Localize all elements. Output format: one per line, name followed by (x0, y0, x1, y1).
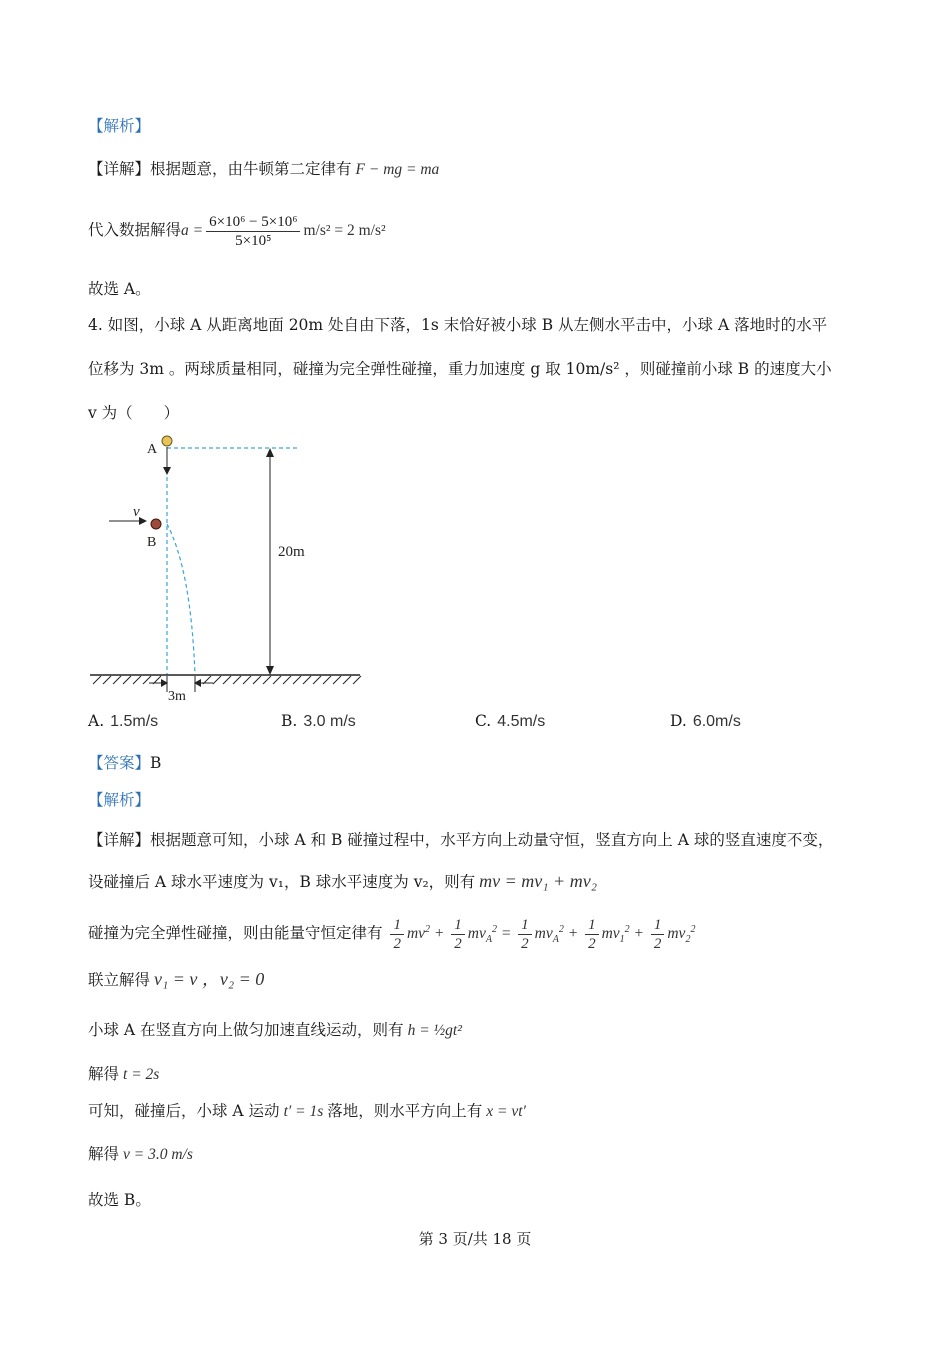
conclusion: 故选 B。 (88, 1191, 151, 1209)
detail-line-prev (88, 158, 439, 181)
answer-line (88, 752, 161, 774)
detail-tag: 【详解】 (88, 160, 151, 178)
solution-equation: v₁ = v ，v₂ = 0 (154, 969, 265, 989)
momentum-equation: mv = mv₁ + mv₂ (479, 871, 597, 891)
accel-denominator: 5×10⁵ (235, 232, 272, 249)
detail-text: 根据题意，由牛顿第二定律有 (150, 160, 352, 178)
option-a-letter: A. (88, 712, 105, 730)
detail-text-5: 小球 A 在竖直方向上做匀加速直线运动，则有 (88, 1021, 404, 1039)
height-arrow-bottom (266, 666, 274, 675)
time-after-collision: t′ = 1s (283, 1103, 324, 1120)
detail-text-4: 联立解得 (88, 971, 151, 989)
arrow-down-a-head (163, 467, 171, 475)
option-b-value: 3.0 m/s (303, 713, 356, 730)
option-b[interactable] (281, 712, 356, 731)
option-b-letter: B. (281, 712, 298, 730)
question-line-1: 4. 如图，小球 A 从距离地面 20m 处自由下落，1s 末恰好被小球 B 从左侧水平击中，小球 A 落地时的水平 (88, 316, 828, 334)
horizontal-equation: x = vt′ (486, 1103, 526, 1120)
accel-rhs: m/s² = 2 m/s² (303, 222, 386, 239)
detail-line-2 (88, 870, 597, 893)
kinematic-equation: h = ½gt² (407, 1022, 462, 1039)
ground-hatching (93, 676, 361, 684)
detail-text-7b: 落地，则水平方向上有 (327, 1102, 483, 1120)
conclusion-prev: 故选 A。 (88, 280, 151, 298)
detail-text-2: 设碰撞后 A 球水平速度为 v₁，B 球水平速度为 v₂，则有 (88, 873, 476, 891)
newton-equation: F − mg = ma (355, 161, 440, 178)
detail-line-8 (88, 1143, 193, 1166)
analysis-tag-prev: 【解析】 (88, 117, 151, 135)
option-a[interactable] (88, 712, 158, 731)
accel-numerator: 6×10⁶ − 5×10⁶ (206, 213, 300, 232)
option-d-letter: D. (670, 712, 687, 730)
ball-a (162, 436, 172, 446)
answer-value: B (150, 754, 162, 772)
option-c-letter: C. (475, 712, 492, 730)
collision-diagram (85, 430, 375, 705)
detail-line-4 (88, 968, 264, 991)
detail-text-6: 解得 (88, 1065, 120, 1083)
detail-text-8: 解得 (88, 1145, 120, 1163)
analysis-tag: 【解析】 (88, 791, 151, 809)
detail-line-6 (88, 1063, 159, 1086)
option-c[interactable] (475, 712, 545, 731)
detail-line-5 (88, 1012, 462, 1049)
option-c-value: 4.5m/s (497, 713, 546, 730)
trajectory-curve (167, 524, 195, 675)
label-a: A (147, 442, 158, 457)
detail-line-1 (88, 829, 833, 851)
option-d[interactable] (670, 712, 741, 731)
label-height: 20m (278, 544, 305, 560)
detail-text-1: 根据题意可知，小球 A 和 B 碰撞过程中，水平方向上动量守恒，竖直方向上 A 球的竖直速度不变， (150, 831, 834, 849)
ball-b (151, 519, 161, 529)
detail-tag-2: 【详解】 (88, 831, 151, 849)
answer-tag: 【答案】 (88, 754, 151, 772)
label-width: 3m (168, 689, 186, 704)
detail-line-3 (88, 910, 695, 960)
time-result: t = 2s (123, 1066, 160, 1083)
substitution-text: 代入数据解得 (88, 221, 182, 239)
accel-fraction (206, 213, 300, 250)
accel-lhs: a = (181, 222, 204, 239)
detail-text-3: 碰撞为完全弹性碰撞，则由能量守恒定律有 (88, 924, 383, 943)
height-arrow-top (266, 448, 274, 457)
question-line-3: v 为（ ） (88, 404, 180, 422)
option-d-value: 6.0m/s (692, 713, 741, 730)
detail-text-7a: 可知，碰撞后，小球 A 运动 (88, 1102, 280, 1120)
question-line-2: 位移为 3m 。两球质量相同，碰撞为完全弹性碰撞，重力加速度 g 取 10m/s² ，则碰撞前小球 B 的速度大小 (88, 360, 832, 378)
label-b: B (147, 535, 157, 550)
label-v: v (133, 504, 140, 520)
option-a-value: 1.5m/s (110, 713, 159, 730)
substitution-line (88, 210, 386, 251)
detail-line-7 (88, 1100, 526, 1123)
velocity-arrow-head (139, 517, 147, 525)
page-footer: 第 3 页/共 18 页 (418, 1230, 532, 1248)
velocity-result: v = 3.0 m/s (123, 1146, 193, 1163)
energy-equation: $\frac{1}{2}$ $mv^2$ + $\frac{1}{2}$ $mv_A^2$ = $\frac{1}{2}$ $mv_A^2$ + $\frac{1}{2}$ $mv_1^2$ + $\frac{1}{2}$ $mv_2^2$ (387, 925, 695, 942)
